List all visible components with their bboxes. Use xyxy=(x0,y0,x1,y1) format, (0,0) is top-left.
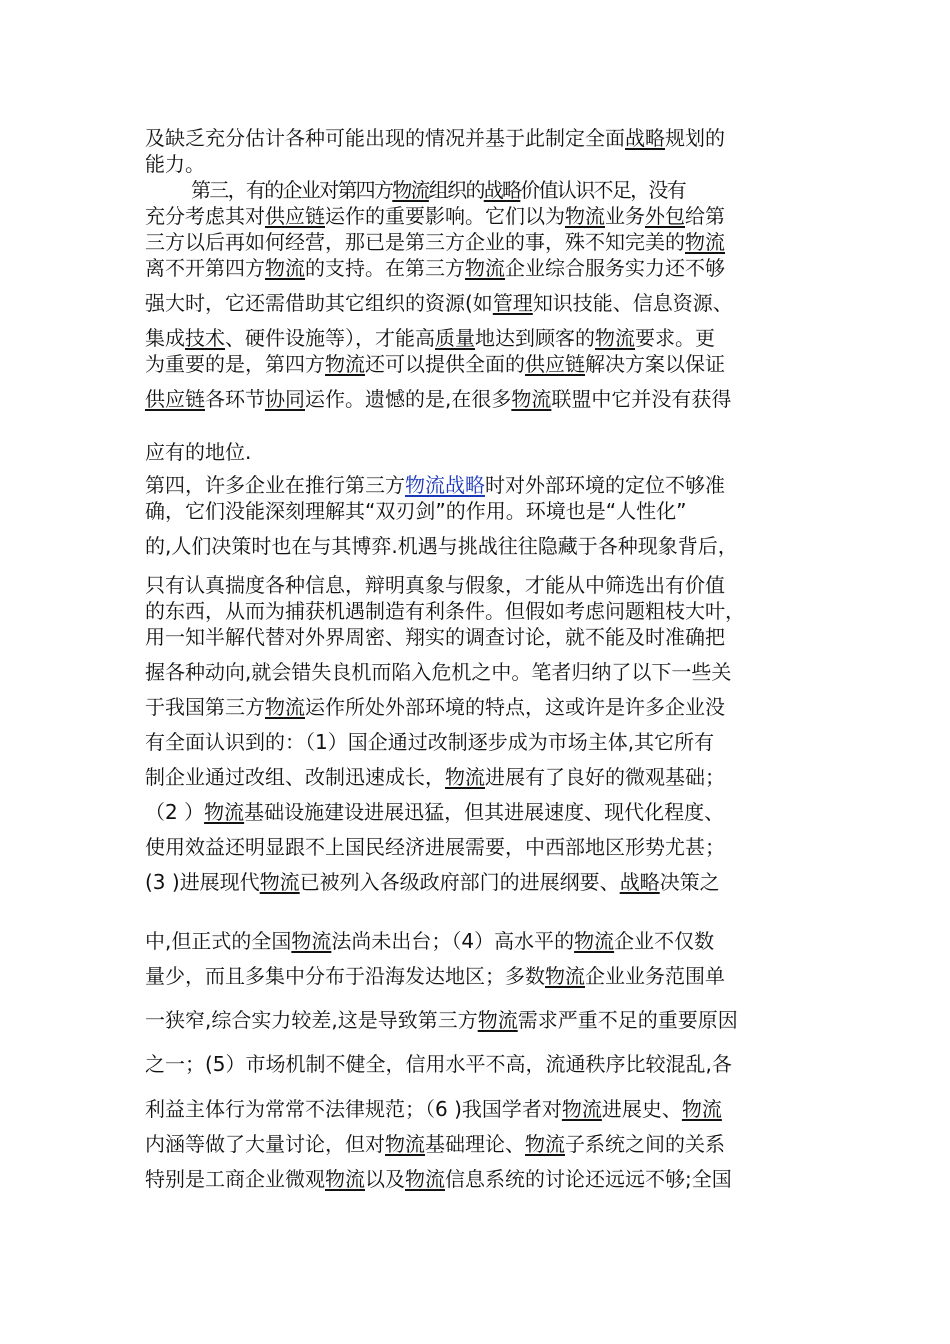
text-run: 强大时，它还需借助其它组织的资源(如 xyxy=(145,291,493,315)
text-line xyxy=(145,869,815,895)
text-run: 联盟中它并没有获得 xyxy=(551,387,732,411)
underlined-term: 管理 xyxy=(492,291,533,315)
text-run: 价值认识不足，没有 xyxy=(520,178,686,202)
underlined-term: 物流 xyxy=(681,1097,722,1121)
text-run: 及缺乏充分估计各种可能出现的情况并基于此制定全面 xyxy=(145,126,625,150)
text-run: 集成 xyxy=(145,326,185,350)
underlined-term: 物流 xyxy=(259,870,300,894)
text-run: 进展有了良好的微观基础； xyxy=(485,765,725,789)
text-line xyxy=(145,572,815,598)
text-run: 基础理论、 xyxy=(425,1132,525,1156)
text-line xyxy=(145,1096,815,1122)
underlined-term: 物流 xyxy=(265,256,305,280)
text-line xyxy=(145,125,815,151)
text-run: 决策之 xyxy=(659,870,720,894)
text-run: 之一；(5）市场机制不健全，信用水平不高，流通秩序比较混乱,各 xyxy=(145,1052,732,1076)
text-run: 充分考虑其对 xyxy=(145,204,265,228)
underlined-term: 物流 xyxy=(325,352,365,376)
text-run: 运作。遗憾的是,在很多 xyxy=(305,387,512,411)
text-run: 第四，许多企业在推行第三方 xyxy=(145,473,405,497)
text-run: 确，它们没能深刻理解其“双刃剑”的作用。环境也是“人性化” xyxy=(145,499,687,523)
text-run: 、硬件设施等），才能高 xyxy=(225,326,435,350)
text-line xyxy=(145,229,815,255)
underlined-term: 物流 xyxy=(477,1008,518,1032)
text-run: 于我国第三方 xyxy=(145,695,265,719)
underlined-term: 物流 xyxy=(465,256,505,280)
text-line xyxy=(145,472,815,498)
text-run: 制企业通过改组、改制迅速成长， xyxy=(145,765,445,789)
text-run: 需求严重不足的重要原因 xyxy=(517,1008,738,1032)
underlined-term: 物流 xyxy=(291,929,332,953)
underlined-term: 战略 xyxy=(625,126,665,150)
text-run: 特别是工商企业微观 xyxy=(145,1167,325,1191)
underlined-term: 技术 xyxy=(185,326,225,350)
underlined-term: 物流 xyxy=(265,695,305,719)
underlined-term: 质量 xyxy=(435,326,475,350)
text-line xyxy=(145,386,815,412)
text-line xyxy=(145,764,815,790)
text-run: 已被列入各级政府部门的进展纲要、 xyxy=(299,870,620,894)
text-line xyxy=(145,498,815,524)
text-run: 企业综合服务实力还不够 xyxy=(505,256,725,280)
text-run: 地达到顾客的 xyxy=(475,326,595,350)
underlined-term: 物流 xyxy=(204,800,245,824)
text-line xyxy=(145,1051,815,1077)
text-run: 内涵等做了大量讨论，但对 xyxy=(145,1132,385,1156)
underlined-term: 外包 xyxy=(645,204,685,228)
text-line xyxy=(145,255,815,281)
text-run: 子系统之间的关系 xyxy=(565,1132,725,1156)
text-line xyxy=(145,834,815,860)
text-run: 企业不仅数 xyxy=(614,929,715,953)
text-line xyxy=(191,177,861,203)
text-run: 握各种动向,就会错失良机而陷入危机之中。笔者归纳了以下一些关 xyxy=(145,660,732,684)
underlined-term: 战略 xyxy=(483,178,521,202)
text-run: （2 ） xyxy=(145,800,205,824)
underlined-term: 物流 xyxy=(595,326,635,350)
text-run: 时对外部环境的定位不够准 xyxy=(485,473,725,497)
underlined-term: 物流 xyxy=(685,230,725,254)
text-line xyxy=(145,151,815,177)
text-run: 使用效益还明显跟不上国民经济进展需要，中西部地区形势尤甚； xyxy=(145,835,725,859)
text-run: 运作所处外部环境的特点，这或许是许多企业没 xyxy=(305,695,725,719)
text-run: 为重要的是，第四方 xyxy=(145,352,325,376)
underlined-term: 物流 xyxy=(325,1167,365,1191)
text-run: 还可以提供全面的 xyxy=(365,352,525,376)
underlined-term: 物流 xyxy=(392,178,429,202)
text-line xyxy=(145,203,815,229)
text-run: 能力。 xyxy=(145,152,205,176)
underlined-term: 供应链 xyxy=(525,352,585,376)
text-run: 运作的重要影响。它们以为 xyxy=(325,204,565,228)
text-run: 要求。更 xyxy=(635,326,715,350)
underlined-term: 物流 xyxy=(565,204,605,228)
text-run: 法尚未出台；（4）高水平的 xyxy=(331,929,575,953)
text-run: 有全面认识到的：（1）国企通过改制逐步成为市场主体,其它所有 xyxy=(145,730,715,754)
text-line xyxy=(145,1007,815,1033)
text-run: 三方以后再如何经营，那已是第三方企业的事，殊不知完美的 xyxy=(145,230,685,254)
underlined-term: 供应链 xyxy=(145,387,205,411)
text-line xyxy=(145,351,815,377)
text-line xyxy=(145,963,815,989)
text-run: 离不开第四方 xyxy=(145,256,265,280)
text-run: 利益主体行为常常不法律规范；（6 )我国学者对 xyxy=(145,1097,562,1121)
text-run: 以及 xyxy=(365,1167,405,1191)
underlined-term: 协同 xyxy=(265,387,305,411)
underlined-term: 物流 xyxy=(561,1097,602,1121)
text-line xyxy=(145,533,815,559)
text-line xyxy=(145,290,815,316)
text-run: 中,但正式的全国 xyxy=(145,929,292,953)
hyperlink[interactable]: 物流战略 xyxy=(405,473,485,497)
text-line xyxy=(145,624,815,650)
text-run: 量少，而且多集中分布于沿海发达地区；多数 xyxy=(145,964,545,988)
underlined-term: 战略 xyxy=(619,870,660,894)
text-run: 一狭窄,综合实力较差,这是导致第三方 xyxy=(145,1008,478,1032)
text-run: 企业业务范围单 xyxy=(585,964,725,988)
text-line xyxy=(145,1166,815,1192)
underlined-term: 物流 xyxy=(574,929,615,953)
text-run: 规划的 xyxy=(665,126,725,150)
underlined-term: 物流 xyxy=(525,1132,565,1156)
text-line xyxy=(145,1131,815,1157)
text-line xyxy=(145,659,815,685)
text-line xyxy=(145,799,815,825)
text-run: 业务 xyxy=(605,204,645,228)
text-run: 组织的 xyxy=(428,178,484,202)
underlined-term: 物流 xyxy=(511,387,552,411)
text-run: 基础设施建设进展迅猛，但其进展速度、现代化程度、 xyxy=(244,800,725,824)
text-run: 用一知半解代替对外界周密、翔实的调查讨论，就不能及时准确把 xyxy=(145,625,725,649)
text-run: 各环节 xyxy=(205,387,265,411)
text-run: 进展史、 xyxy=(601,1097,682,1121)
text-line xyxy=(145,598,815,624)
text-run: 第三，有的企业对第四方 xyxy=(191,178,393,202)
text-run: 只有认真揣度各种信息，辩明真象与假象，才能从中筛选出有价值 xyxy=(145,573,725,597)
text-run: (3 )进展现代 xyxy=(145,870,260,894)
text-line xyxy=(145,439,815,465)
text-line xyxy=(145,694,815,720)
text-run: 的东西，从而为捕获机遇制造有利条件。但假如考虑问题粗枝大叶， xyxy=(145,599,745,623)
underlined-term: 物流 xyxy=(445,765,485,789)
text-run: 的支持。在第三方 xyxy=(305,256,465,280)
text-run: 的,人们决策时也在与其博弈.机遇与挑战往往隐藏于各种现象背后， xyxy=(145,534,738,558)
underlined-term: 物流 xyxy=(545,964,585,988)
underlined-term: 物流 xyxy=(385,1132,425,1156)
underlined-term: 物流 xyxy=(405,1167,445,1191)
text-line xyxy=(145,325,815,351)
text-run: 应有的地位. xyxy=(145,440,252,464)
text-run: 知识技能、信息资源、 xyxy=(532,291,733,315)
text-run: 解决方案以保证 xyxy=(585,352,725,376)
text-run: 给第 xyxy=(685,204,725,228)
text-run: 信息系统的讨论还远远不够;全国 xyxy=(445,1167,732,1191)
underlined-term: 供应链 xyxy=(265,204,325,228)
text-line xyxy=(145,928,815,954)
text-line xyxy=(145,729,815,755)
